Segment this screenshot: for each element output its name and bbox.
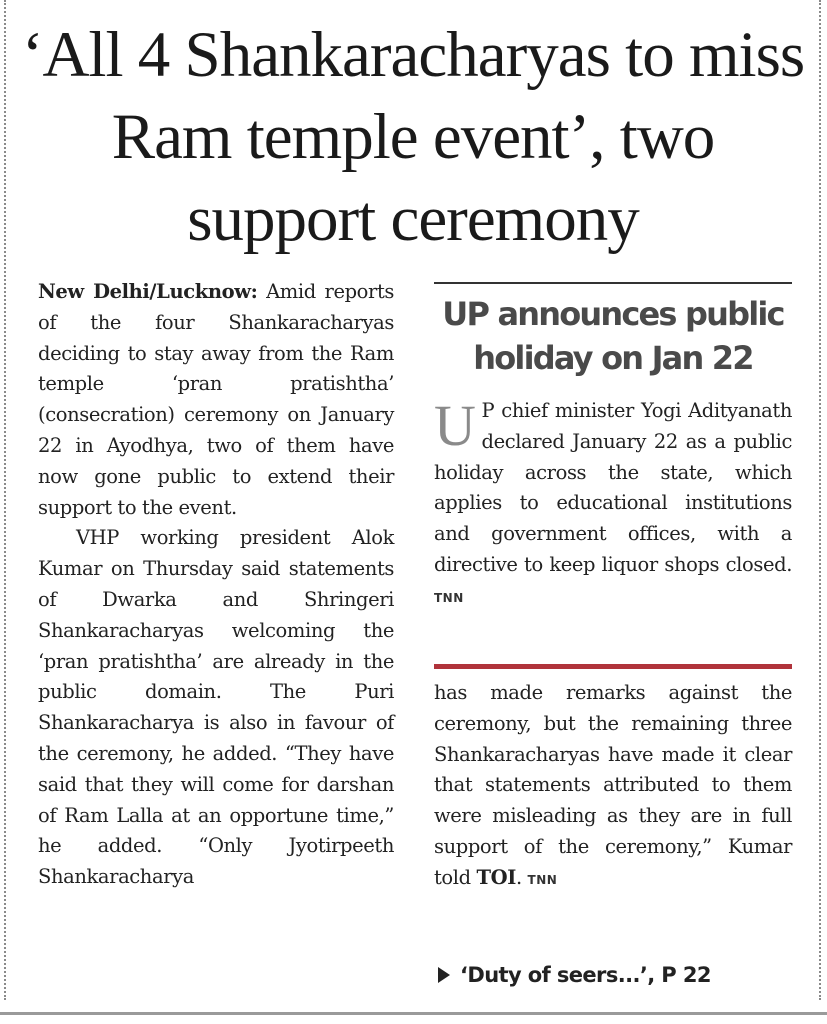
- paper-name: TOI: [476, 865, 516, 889]
- bottom-rule: [0, 1012, 827, 1015]
- box-headline: UP announces public holiday on Jan 22: [442, 295, 784, 377]
- article-credit: TNN: [527, 872, 558, 887]
- main-headline: ‘All 4 Shankaracharyas to miss Ram temple event’, two support ceremony: [21, 19, 805, 255]
- dateline: New Delhi/Lucknow:: [38, 280, 258, 303]
- box-body-text: P chief minister Yogi Adityanath declared January 22 as a public holiday across the state, which applies to educational institutions and government offices, with a directive to keep liquor shops closed.: [434, 399, 792, 576]
- box-body: [434, 393, 792, 614]
- lead-text: Amid reports of the four Shankaracharyas deciding to stay away from the Ram temple ‘pran pratishtha’ (consecration) ceremony on January 22 in Ayodhya, two of them have now gone public to extend their support to the event.: [38, 280, 394, 519]
- box-credit: TNN: [434, 590, 464, 605]
- continuation-paragraph: has made remarks against the ceremony, but the remaining three Shankaracharyas have made it clear that statements attributed to them were misleading as they are in full support of the ceremony,” Kumar told TOI. TNN: [434, 681, 792, 889]
- play-arrow-icon: [438, 967, 450, 983]
- article-column-left: [38, 277, 394, 893]
- second-paragraph: VHP working president Alok Kumar on Thursday said statements of Dwarka and Shringeri Shankaracharyas welcoming the ‘pran pratishtha’ are already in the public domain. The Puri Shankaracharya is also in favour of the ceremony, he added. “They have said that they will come for darshan of Ram Lalla at an opportune time,” he added. “Only Jyotirpeeth Shankaracharya: [38, 526, 394, 889]
- right-dotted-border: [819, 0, 821, 1000]
- box-top-rule: [434, 282, 792, 284]
- left-dotted-border: [4, 0, 6, 1000]
- red-separator: [434, 664, 792, 669]
- continuation-text: has made remarks against the ceremony, but the remaining three Shankaracharyas have made it clear that statements attributed to them were misleading as they are in full support of the ceremony,” Kumar told: [434, 681, 792, 889]
- jump-text: ‘Duty of seers...’, P 22: [460, 963, 711, 987]
- drop-cap: U: [434, 393, 476, 458]
- jump-link[interactable]: [438, 958, 711, 992]
- article-column-right: [434, 678, 792, 896]
- lead-paragraph: [38, 277, 394, 523]
